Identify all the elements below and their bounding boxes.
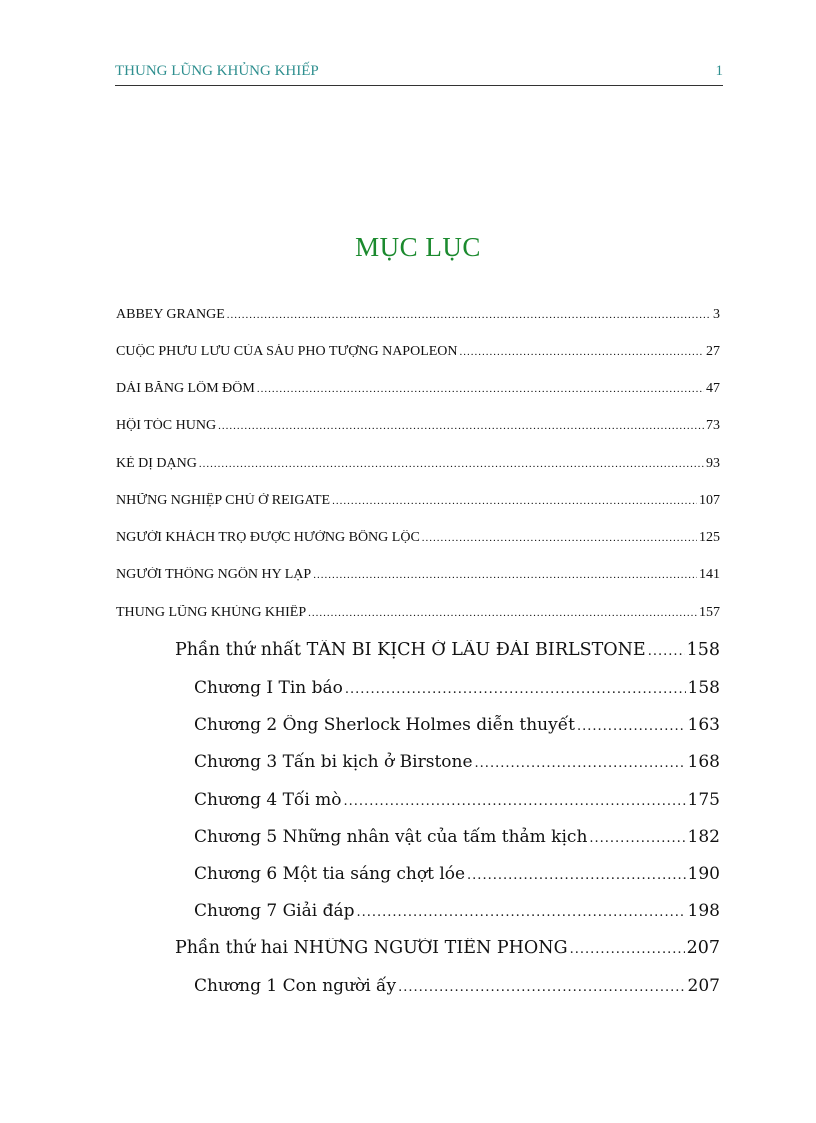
toc-entry-title: NGƯỜI THÔNG NGÔN HY LẠP	[116, 567, 312, 582]
toc-entry-resident-patient[interactable]	[116, 530, 720, 546]
toc-chapter-1[interactable]	[194, 678, 720, 698]
dot-leader	[589, 831, 685, 846]
toc-entry-reigate-squires[interactable]	[116, 493, 720, 509]
toc-entry-crooked-man[interactable]	[116, 456, 720, 472]
dot-leader	[577, 719, 686, 734]
dot-leader	[257, 383, 704, 395]
toc-entry-page: 168	[687, 752, 720, 772]
toc-entry-title: THUNG LŨNG KHỦNG KHIẾP	[116, 605, 307, 620]
toc-entry-page: 93	[706, 456, 720, 471]
dot-leader	[227, 309, 711, 321]
toc-entry-page: 198	[687, 901, 720, 921]
toc-entry-page: 182	[687, 827, 720, 847]
toc-part-one[interactable]	[175, 640, 720, 660]
toc-entry-valley-of-fear[interactable]	[116, 605, 720, 621]
toc-entry-title: Chương 7 Giải đáp	[194, 901, 355, 921]
toc-entry-page: 190	[687, 864, 720, 884]
toc-entry-title: ABBEY GRANGE	[116, 307, 225, 322]
dot-leader	[332, 495, 697, 507]
header-title: THUNG LŨNG KHỦNG KHIẾP	[115, 63, 319, 79]
toc-chapter-7[interactable]	[194, 901, 720, 921]
toc-entry-page: 141	[699, 567, 720, 582]
toc-entry-title: HỘI TÓC HUNG	[116, 418, 217, 433]
toc-chapter-5[interactable]	[194, 827, 720, 847]
dot-leader	[357, 905, 686, 920]
toc-entry-red-headed-league[interactable]	[116, 418, 720, 434]
toc-chapter-2[interactable]	[194, 715, 720, 735]
toc-entry-title: CUỘC PHƯU LƯU CỦA SÁU PHO TƯỢNG NAPOLEON	[116, 344, 458, 359]
toc-entry-title: Chương I Tin báo	[194, 678, 343, 698]
toc-entry-page: 163	[687, 715, 720, 735]
toc-entry-page: 27	[706, 344, 720, 359]
toc-chapter-3[interactable]	[194, 752, 720, 772]
toc-entry-title: NHỮNG NGHIỆP CHỦ Ở REIGATE	[116, 493, 331, 508]
toc-chapter-4[interactable]	[194, 790, 720, 810]
header-page-number: 1	[715, 63, 723, 79]
toc-entry-page: 207	[687, 976, 720, 996]
dot-leader	[344, 794, 686, 809]
toc-entry-page: 47	[706, 381, 720, 396]
dot-leader	[475, 756, 686, 771]
toc-entry-page: 157	[699, 605, 720, 620]
dot-leader	[460, 346, 704, 358]
toc-entry-page: 175	[687, 790, 720, 810]
toc-entry-page: 207	[686, 938, 720, 958]
dot-leader	[570, 942, 685, 957]
toc-entry-title: Chương 5 Những nhân vật của tấm thảm kịch	[194, 827, 588, 847]
toc-entry-title: Phần thứ nhất TẤN BI KỊCH Ở LÂU ĐÀI BIRLSTONE	[175, 640, 646, 660]
toc-entry-page: 158	[686, 640, 720, 660]
toc-entry-page: 125	[699, 530, 720, 545]
toc-chapter-6[interactable]	[194, 864, 720, 884]
toc-entry-page: 73	[706, 418, 720, 433]
dot-leader	[313, 569, 697, 581]
toc-entry-title: NGƯỜI KHÁCH TRỌ ĐƯỢC HƯỞNG BỔNG LỘC	[116, 530, 420, 545]
toc-part-two-chapter-1[interactable]	[194, 976, 720, 996]
toc-entry-greek-interpreter[interactable]	[116, 567, 720, 583]
toc-entry-page: 107	[699, 493, 720, 508]
dot-leader	[345, 682, 686, 697]
toc-entry-title: Chương 3 Tấn bi kịch ở Birstone	[194, 752, 473, 772]
dot-leader	[467, 868, 686, 883]
toc-entry-page: 158	[687, 678, 720, 698]
toc-part-two[interactable]	[175, 938, 720, 958]
toc-entry-title: Chương 6 Một tia sáng chợt lóe	[194, 864, 466, 884]
dot-leader	[398, 980, 685, 995]
dot-leader	[218, 420, 704, 432]
toc-entry-abbey-grange[interactable]	[116, 307, 720, 323]
dot-leader	[199, 458, 704, 470]
dot-leader	[422, 532, 697, 544]
toc-entry-page: 3	[713, 307, 720, 322]
toc-entry-six-napoleons[interactable]	[116, 344, 720, 360]
toc-entry-speckled-band[interactable]	[116, 381, 720, 397]
toc-entry-title: Chương 2 Ông Sherlock Holmes diễn thuyết	[194, 715, 576, 735]
toc-entry-title: KẺ DỊ DẠNG	[116, 456, 197, 471]
toc-entry-title: Chương 4 Tối mò	[194, 790, 342, 810]
toc-entry-title: DẢI BĂNG LỐM ĐỐM	[116, 381, 255, 396]
dot-leader	[648, 644, 685, 659]
dot-leader	[308, 607, 697, 619]
toc-entry-title: Phần thứ hai NHỮNG NGƯỜI TIÊN PHONG	[175, 938, 568, 958]
toc-entry-title: Chương 1 Con người ấy	[194, 976, 397, 996]
page-title: MỤC LỤC	[355, 232, 481, 262]
